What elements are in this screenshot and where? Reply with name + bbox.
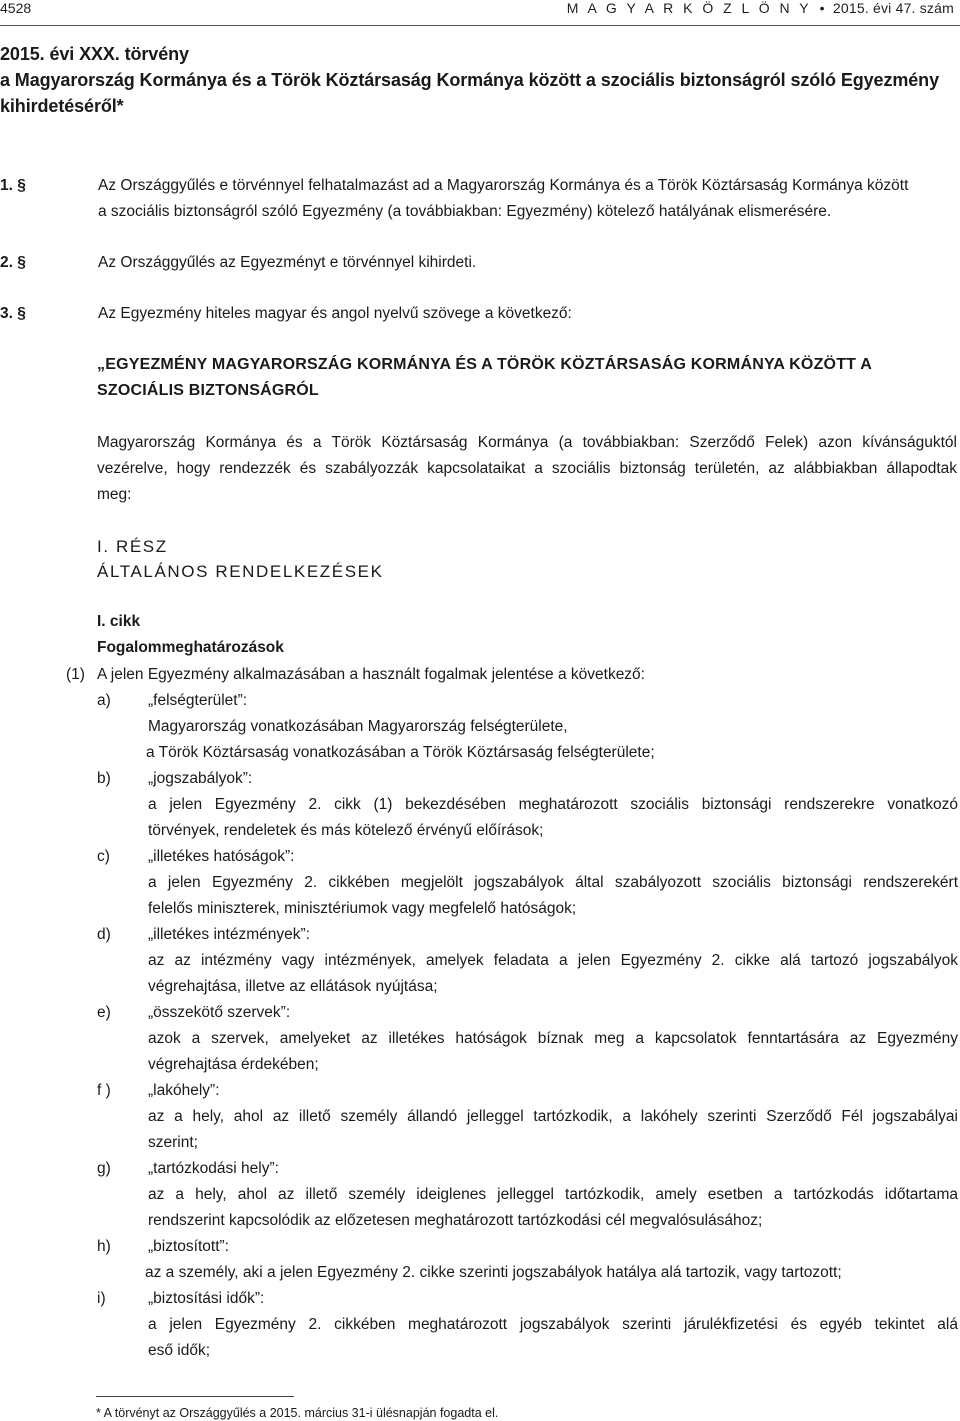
header-bullet: •	[819, 0, 825, 16]
definition-d-line-2: végrehajtása, illetve az ellátások nyújtása;	[148, 978, 438, 995]
law-title-line-1: 2015. évi XXX. törvény	[0, 44, 189, 64]
definition-g-line-2: rendszerint kapcsolódik az előzetesen meghatározott tartózkodási cél megvalósulásához;	[148, 1212, 763, 1229]
definition-i-line-1: a jelen Egyezmény 2. cikkében meghatározott jogszabályok szerinti járulékfizetési és egyéb tekintet alá	[148, 1316, 958, 1333]
definition-c-line-1: a jelen Egyezmény 2. cikkében megjelölt jogszabályok által szabályozott szociális biztonsági rendszerekért	[148, 874, 958, 891]
definition-e-term: „összekötő szervek”:	[148, 1004, 291, 1021]
definition-a-line-1: Magyarország vonatkozásában Magyarország felségterülete,	[148, 718, 568, 735]
definition-i-line-2: eső idők;	[148, 1342, 211, 1359]
footnote: * A törvényt az Országgyűlés a 2015. március 31-i ülésnapján fogadta el.	[96, 1406, 499, 1420]
header-rule	[0, 25, 960, 26]
definition-b-line-2: törvények, rendeletek és más kötelező érvényű előírások;	[148, 822, 544, 839]
definition-c-line-2: felelős miniszterek, minisztériumok vagy megfelelő hatóságok;	[148, 900, 577, 917]
definition-c-term: „illetékes hatóságok”:	[148, 848, 295, 865]
definition-b-line-1: a jelen Egyezmény 2. cikk (1) bekezdésében meghatározott szociális biztonsági rendszerekre vonatkozó	[148, 796, 958, 813]
definition-e-line-2: végrehajtása érdekében;	[148, 1056, 319, 1073]
definition-h-letter: h)	[97, 1238, 111, 1255]
definition-e-line-1: azok a szervek, amelyeket az illetékes hatóságok bíznak meg a kapcsolatok fenntartására az Egyezmény	[148, 1030, 958, 1047]
section-2-number: 2. §	[0, 254, 26, 271]
issue-number: 2015. évi 47. szám	[832, 0, 954, 16]
law-title-line-2: a Magyarország Kormánya és a Török Köztársaság Kormánya között a szociális biztonságról szóló Egyezmény	[0, 70, 939, 90]
preamble-line-3: meg:	[97, 486, 132, 503]
section-2-line-1: Az Országgyűlés az Egyezményt e törvénnyel kihirdeti.	[98, 254, 477, 271]
definition-f-line-1: az a hely, ahol az illető személy állandó jelleggel tartózkodik, a lakóhely szerinti Szerződő Fél jogszabályai	[148, 1108, 958, 1125]
preamble-line-1: Magyarország Kormánya és a Török Köztársaság Kormánya (a továbbiakban: Szerződő Felek) azon kívánságuktól	[97, 434, 957, 451]
section-1-line-1: Az Országgyűlés e törvénnyel felhatalmazást ad a Magyarország Kormánya és a Török Köztársaság Kormánya között	[98, 177, 909, 194]
section-3-number: 3. §	[0, 305, 26, 322]
definition-a-letter: a)	[97, 692, 111, 709]
definition-f-line-2: szerint;	[148, 1134, 198, 1151]
section-1-number: 1. §	[0, 177, 26, 194]
definition-i-letter: i)	[97, 1290, 106, 1307]
definition-b-term: „jogszabályok”:	[148, 770, 253, 787]
definition-f-letter: f )	[97, 1082, 111, 1099]
definition-g-letter: g)	[97, 1160, 111, 1177]
definition-d-line-1: az az intézmény vagy intézmények, amelyek feladata a jelen Egyezmény 2. cikke alá tartozó jogszabályok	[148, 952, 958, 969]
agreement-title-line-2: SZOCIÁLIS BIZTONSÁGRÓL	[97, 382, 319, 399]
definition-f-term: „lakóhely”:	[148, 1082, 220, 1099]
part-title: ÁLTALÁNOS RENDELKEZÉSEK	[97, 562, 384, 581]
definition-c-letter: c)	[97, 848, 110, 865]
definition-h-line-1: az a személy, aki a jelen Egyezmény 2. cikke szerinti jogszabályok hatálya alá tartozik, vagy tartozott;	[145, 1264, 842, 1281]
part-number: I. RÉSZ	[97, 537, 168, 556]
definition-g-term: „tartózkodási hely”:	[148, 1160, 279, 1177]
definition-a-line-2: a Török Köztársaság vonatkozásában a Török Köztársaság felségterülete;	[146, 744, 655, 761]
agreement-title-line-1: „EGYEZMÉNY MAGYARORSZÁG KORMÁNYA ÉS A TÖRÖK KÖZTÁRSASÁG KORMÁNYA KÖZÖTT A	[97, 356, 872, 373]
definition-h-term: „biztosított”:	[148, 1238, 229, 1255]
definition-b-letter: b)	[97, 770, 111, 787]
article-number: I. cikk	[97, 613, 141, 630]
publication-name: M A G Y A R K Ö Z L Ö N Y	[566, 0, 812, 16]
definition-a-term: „felségterület”:	[148, 692, 248, 709]
running-header	[567, 0, 954, 16]
section-1-line-2: a szociális biztonságról szóló Egyezmény (a továbbiakban: Egyezmény) kötelező hatályának elismerésére.	[98, 203, 832, 220]
definition-d-term: „illetékes intézmények”:	[148, 926, 310, 943]
paragraph-text: A jelen Egyezmény alkalmazásában a használt fogalmak jelentése a következő:	[97, 666, 645, 683]
definition-i-term: „biztosítási idők”:	[148, 1290, 265, 1307]
definition-g-line-1: az a hely, ahol az illető személy ideiglenes jelleggel tartózkodik, amely esetben a tartózkodás időtartama	[148, 1186, 958, 1203]
paragraph-number: (1)	[66, 666, 85, 683]
article-title: Fogalommeghatározások	[97, 639, 284, 656]
preamble-line-2: vezérelve, hogy rendezzék és szabályozzák kapcsolataikat a szociális biztonság területén, az alábbiakban állapodtak	[97, 460, 957, 477]
definition-e-letter: e)	[97, 1004, 111, 1021]
section-3-line-1: Az Egyezmény hiteles magyar és angol nyelvű szövege a következő:	[98, 305, 572, 322]
page-number: 4528	[0, 0, 32, 16]
definition-d-letter: d)	[97, 926, 111, 943]
footnote-rule	[96, 1396, 294, 1397]
law-title-line-3: kihirdetéséről*	[0, 96, 124, 116]
